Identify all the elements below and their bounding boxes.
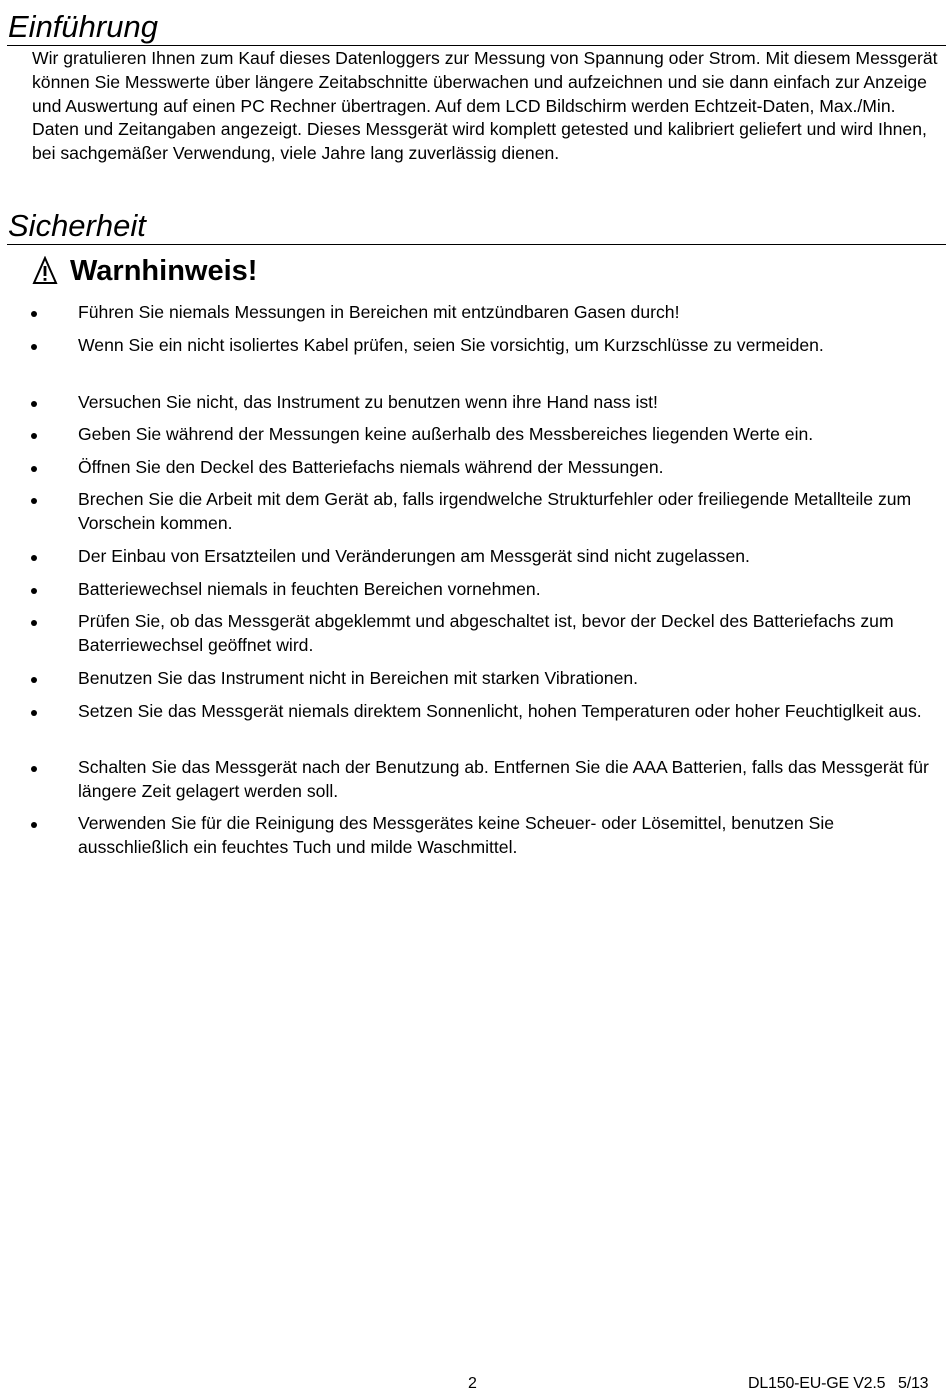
bullet-icon bbox=[31, 311, 37, 317]
document-id: DL150-EU-GE V2.5 5/13 bbox=[748, 1375, 929, 1392]
list-item-text: Versuchen Sie nicht, das Instrument zu benutzen wenn ihre Hand nass ist! bbox=[78, 392, 658, 412]
list-item-text: Verwenden Sie für die Reinigung des Messgerätes keine Scheuer- oder Lösemittel, benutzen Sie ausschließlich ein feuchtes Tuch und milde Waschmittel. bbox=[78, 813, 835, 857]
list-item-text: Der Einbau von Ersatzteilen und Veränderungen am Messgerät sind nicht zugelassen. bbox=[78, 546, 750, 566]
intro-paragraph: Wir gratulieren Ihnen zum Kauf dieses Datenloggers zur Messung von Spannung oder Strom. Mit diesem Messgerät können Sie Messwerte über längere Zeitabschnitte überwachen und aufzeichnen und sie dann einfach zur Anzeige und Auswertung auf einen PC Rechner übertragen. Auf dem LCD Bildschirm werden Echtzeit-Daten, Max./Min. Daten und Zeitangaben angezeigt. Dieses Messgerät wird komplett getested und kalibriert geliefert und wird Ihnen, bei sachgemäßer Verwendung, viele Jahre lang zuverlässig dienen. bbox=[32, 48, 938, 164]
warning-header bbox=[32, 253, 257, 289]
safety-heading: Sicherheit bbox=[8, 208, 146, 243]
list-item-text: Wenn Sie ein nicht isoliertes Kabel prüfen, seien Sie vorsichtig, um Kurzschlüsse zu vermeiden. bbox=[78, 335, 824, 355]
list-item-text: Batteriewechsel niemals in feuchten Bereichen vornehmen. bbox=[78, 579, 541, 599]
bullet-icon bbox=[31, 433, 37, 439]
bullet-icon bbox=[31, 710, 37, 716]
list-item-text: Führen Sie niemals Messungen in Bereichen mit entzündbaren Gasen durch! bbox=[78, 302, 680, 322]
bullet-icon bbox=[31, 401, 37, 407]
list-item-text: Geben Sie während der Messungen keine außerhalb des Messbereiches liegenden Werte ein. bbox=[78, 424, 814, 444]
warning-title: Warnhinweis! bbox=[70, 255, 258, 287]
list-item-text: Öffnen Sie den Deckel des Batteriefachs niemals während der Messungen. bbox=[78, 457, 664, 477]
warning-triangle-icon bbox=[32, 256, 58, 286]
bullet-icon bbox=[31, 588, 37, 594]
bullet-icon bbox=[31, 466, 37, 472]
bullet-icon bbox=[31, 822, 37, 828]
safety-heading-rule bbox=[7, 244, 946, 245]
bullet-icon bbox=[31, 677, 37, 683]
intro-heading-rule bbox=[7, 45, 946, 46]
list-item-text: Schalten Sie das Messgerät nach der Benutzung ab. Entfernen Sie die AAA Batterien, falls das Messgerät für längere Zeit gelagert werden soll. bbox=[78, 757, 929, 801]
page-number: 2 bbox=[468, 1375, 477, 1392]
list-item-text: Benutzen Sie das Instrument nicht in Bereichen mit starken Vibrationen. bbox=[78, 668, 639, 688]
bullet-icon bbox=[31, 620, 37, 626]
bullet-icon bbox=[31, 766, 37, 772]
bullet-icon bbox=[31, 344, 37, 350]
list-item-text: Prüfen Sie, ob das Messgerät abgeklemmt und abgeschaltet ist, bevor der Deckel des Batteriefachs zum Baterriewechsel geöffnet wird. bbox=[78, 611, 894, 655]
list-item-text: Brechen Sie die Arbeit mit dem Gerät ab, falls irgendwelche Strukturfehler oder freiliegende Metallteile zum Vorschein kommen. bbox=[78, 489, 912, 533]
intro-heading: Einführung bbox=[8, 9, 158, 44]
bullet-icon bbox=[31, 555, 37, 561]
bullet-icon bbox=[31, 498, 37, 504]
list-item-text: Setzen Sie das Messgerät niemals direktem Sonnenlicht, hohen Temperaturen oder hoher Feuchtiglkeit aus. bbox=[78, 701, 922, 721]
